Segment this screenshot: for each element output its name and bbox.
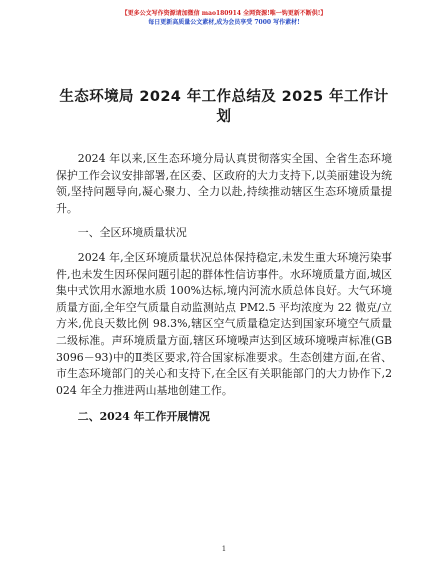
promo-banner [0, 9, 448, 27]
section-heading-work-progress: 二、2024 年工作开展情况 [77, 410, 210, 424]
promo-banner-line-1: 【更多公文写作资源请加微信 mao180914 全网资源!唯一钩更新不断供!】 [121, 10, 327, 17]
document-title: 生态环境局 2024 年工作总结及 2025 年工作计划 [59, 89, 389, 125]
document-body [56, 151, 392, 426]
environment-status-paragraph: 2024 年,全区环境质量状况总体保持稳定,未发生重大环境污染事件,也未发生因环保问题引起的群体性信访事件。水环境质量方面,城区集中式饮用水源地水质 100%达标,境内河流水质总体良好。大气环境质量方面,全年空气质量自动监测站点 PM2.5 平均浓度为 22 微克/立方米,优良天数比例 98.3%,辖区空气质量稳定达到国家环境空气质量二级标准。声环境质量方面,辖区环境噪声达到区域环境噪声标准(GB3096－93)中的Ⅱ类区要求,符合国家标准要求。生态创建方面,在省、市生态环境部门的关心和支持下,在全区有关职能部门的大力协作下,2024 年全力推进两山基地创建工作。 [56, 250, 392, 397]
section-heading-environment-status: 一、全区环境质量状况 [77, 226, 187, 240]
promo-banner-line-2: 每日更新高质量公文素材,成为会员享受 7000 写作素材! [148, 19, 300, 26]
intro-paragraph: 2024 年以来,区生态环境分局认真贯彻落实全国、全省生态环境保护工作会议安排部署,在区委、区政府的大力支持下,以美丽建设为统领,坚持问题导向,凝心聚力、全力以赴,持续推动辖区生态环境质量提升。 [56, 152, 392, 215]
page-number: 1 [221, 545, 227, 553]
